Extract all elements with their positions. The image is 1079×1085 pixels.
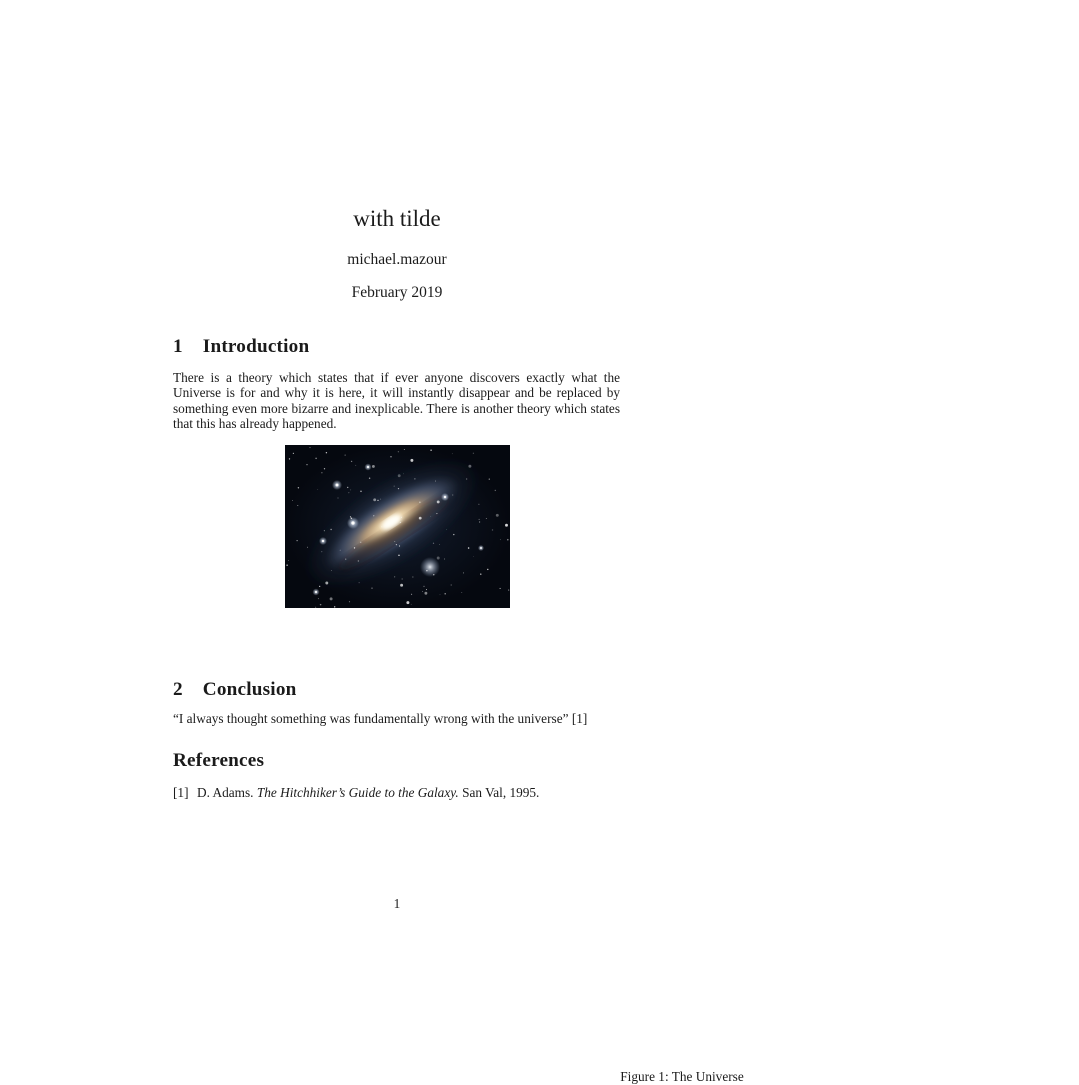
- introduction-paragraph: There is a theory which states that if ever anyone discovers exactly what the Universe is for and why it is here, it will instantly disappear and be replaced by something even more bizarre and inexplicable. There is another theory which states that this has already happened.: [173, 370, 620, 432]
- section-number: 2: [173, 679, 183, 700]
- reference-title: The Hitchhiker’s Guide to the Galaxy.: [256, 785, 459, 800]
- reference-item: [173, 785, 620, 800]
- section-title: Introduction: [202, 336, 310, 357]
- section-title: Conclusion: [202, 679, 297, 700]
- andromeda-galaxy-image: [285, 445, 510, 608]
- reference-authors: D. Adams.: [197, 785, 254, 800]
- section-heading-conclusion: [173, 679, 620, 701]
- reference-marker: [1]: [173, 785, 189, 800]
- section-heading-introduction: [173, 336, 620, 358]
- conclusion-quote: “I always thought something was fundamentally wrong with the universe” [1]: [173, 711, 588, 726]
- companion-galaxy: [420, 557, 440, 577]
- author: michael.mazour: [347, 251, 447, 268]
- section-number: 1: [173, 336, 183, 357]
- page-number: 1: [393, 896, 401, 911]
- page-title: with tilde: [353, 206, 441, 231]
- references-heading: References: [173, 750, 265, 771]
- reference-publisher: San Val, 1995.: [462, 785, 540, 800]
- figure-caption: Figure 1: The Universe: [620, 1069, 744, 1084]
- date: February 2019: [351, 284, 443, 301]
